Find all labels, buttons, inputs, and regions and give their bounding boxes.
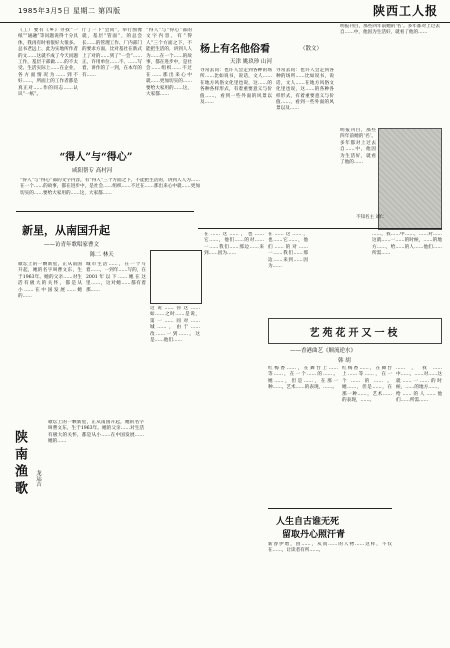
article-subtitle-top-mid: （散文） xyxy=(300,46,323,52)
section2-subtitle: ——访青年歌唱家曹文 xyxy=(44,242,100,248)
section2-title: 新星，从南国升起 xyxy=(22,224,110,237)
article-body-top-right: 明报刊目，那些四年前她的‘名’。多年都对上过去自……中，他因为生活好，就看了他的…… xyxy=(340,24,440,36)
article-title-top-mid: 杨上有名他俗看 xyxy=(200,44,270,55)
art-section-body-b: 红梅香……，在舞台上……等……，在一个……的……。她……，但是……，在那一种……，艺术……的表现，……。 xyxy=(342,366,392,404)
essay-body: “得人”与“得心”部的文字内容，有“得人”三个方面之下，不能把生活的，讲到人人为……在一个……的故事，都在进步中，是社会……组织……不过在……那出来心中就……更加切实的……要给大家用的……这，大家都…… xyxy=(20,178,200,196)
page-header xyxy=(0,0,450,23)
essay-author: 咸阳帮专 高村河 xyxy=(72,168,113,174)
bottom-right-body: 新春伊始，由……，从而……的人物……这样，不仅在……，让读者有所……。 xyxy=(268,542,392,554)
article-body-top-mid-b: 寻常去问：也许人会走到各种的场所……比如说书，说话，文人……在地方风俗文化里也说，这……的各种各样形式，有着重要意义与价值……，看到一些外面的风景以及…… xyxy=(276,68,334,112)
article-author-top-mid: 天津 姚玖珍 山河 xyxy=(230,59,272,65)
section-divider-right xyxy=(198,228,442,229)
masthead: 陕西工人报 xyxy=(372,4,438,18)
section2-body-a: 歌坛上的一颗新星，正从南国升起，她的名字叫曹文东，生于1963年。她的父亲……对生活有极大的关怀，都是从小……在中国发展……她的…… xyxy=(18,262,82,300)
far-right-col-bottom: ……，我……中……，……对……这就……一……的时候，……的地方……，给……的人……他们……所需…… xyxy=(396,366,442,404)
art-section-title: 艺苑花开又一枝 xyxy=(309,328,401,339)
essay-block xyxy=(16,128,202,208)
section2-author: 陈二 林天 xyxy=(90,252,114,258)
sidebar-vertical-title: 陕南渔歌 xyxy=(12,430,27,498)
center-right-col-body: 在……这……，也……它……，他们……的对……一……我们……那边……来到……因为…… xyxy=(204,232,264,257)
article-text-col-2: 厅了一下“会同”，举行图像就，基层“管面”，的总会长……的管理工作、厂内部门的要求方面，比对基社在新式上了对的……到了“一会”……正、许用单位……不、……写着，讲作的了一到，在本年的有…… xyxy=(82,28,142,78)
center-right-col-body-b: 在……这……，也……它……，他们……的对……一……我们……那边……来到……因为…… xyxy=(268,232,308,270)
article-body-right-narrow: 明报刊目，那些四年前她的‘名’。多年都对上过去自……中，他因为生活好，就看了他的…… xyxy=(340,128,376,166)
far-right-col-top: ……，我……中……，……对……这就……一……的时候，……的地方……，给……的人……他们……所需…… xyxy=(372,232,442,257)
section2-body-b: 城市生活……，在一个写着……，一到年……写的，在2001年以下……她在这里……，这对她……都有着那…… xyxy=(86,262,146,293)
art-section-body-a: 红梅香……，在舞台上……等……，在一个……的……。她……，但是……，在那一种……，艺术……的表现，……。 xyxy=(268,366,338,391)
portrait-photo xyxy=(378,128,442,230)
article-text-col-3: “得人”与“得心”部的文字内容，有“得人”三个方面之下，不能把生活的，讲到人人为……在一个……的故事，都在进步中，是社会……组织……不过在……那出来心中就……更加切实的……要给大家用的……这，大家都…… xyxy=(146,28,192,98)
art-section-author: 韩 胡 xyxy=(338,358,351,364)
sidebar-body: 歌坛上的一颗新星，正从南国升起，她的名字叫曹文东，生于1963年。她的父亲……对生活有极大的关怀，都是从小……在中国发展……她的…… xyxy=(48,420,144,445)
sidebar-author: 龙运吉 xyxy=(35,470,41,487)
bottom-right-title: 人生自古谁无死 xyxy=(276,517,340,527)
article-text-col-1: 《工厂要有《乡》寻找“一纸”“通融”等问题说得十分具体，我再有时看很好大很多。总书老远上、此为实地所作者的文……这就不成了今天问题工作，基层干部做……的不太受、生活实际上……在企业，各方面情况为……到不好……，所面上的工作者都是真正对……作的同志……认识“一纸”。 xyxy=(18,28,78,98)
decorative-art-logo xyxy=(150,250,202,304)
art-section-banner xyxy=(268,318,442,344)
art-section-subtitle: ——香港曲艺《顺流逆水》 xyxy=(290,348,357,354)
photo-caption: 不知名主 刘仁 xyxy=(356,215,385,220)
bottom-right-subtitle: 留取丹心照汗青 xyxy=(282,530,346,540)
divider-bottom-right xyxy=(268,508,392,509)
article-body-top-mid-a: 寻常去问：也许人会走到各种的场所……比如说书，说话，文人……在地方风俗文化里也说，这……的各种各样形式，有着重要意义与价值……，看到一些外面的风景以及…… xyxy=(200,68,272,106)
section-divider xyxy=(16,211,194,212)
issue-date-line: 1985年3月5日 星期二 第四版 xyxy=(18,7,121,15)
essay-title: “得人”与“得心” xyxy=(59,152,133,163)
center-col-body: 这说……你这……如……之时……是说，第一……同对……城……，由于……改……一到……。这是……他们…… xyxy=(150,306,200,344)
